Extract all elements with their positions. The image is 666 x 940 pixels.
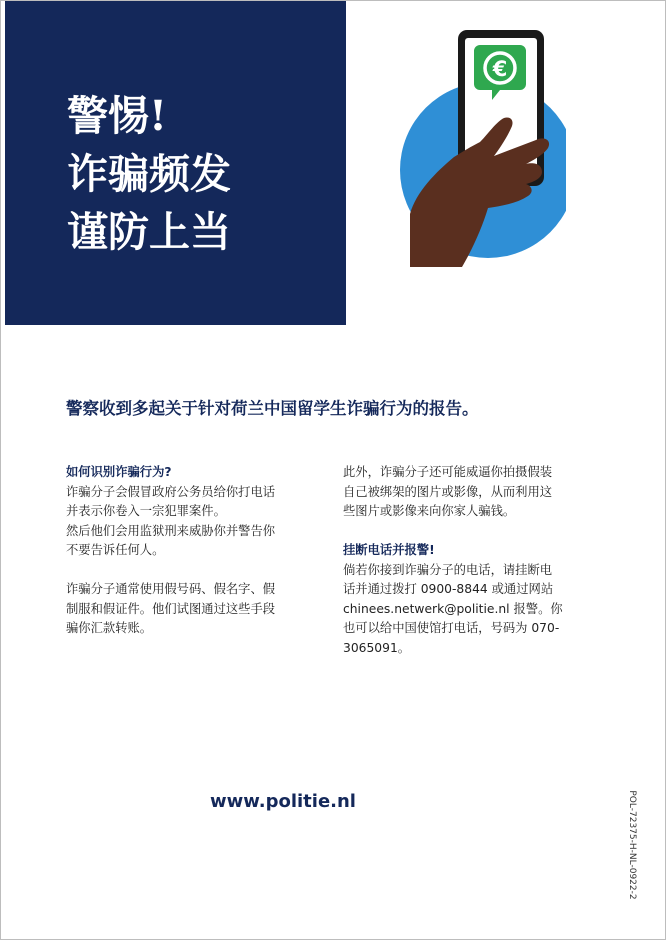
text-line: 话并通过拨打 0900-8844 或通过网站 [343,582,554,596]
text-line: 制服和假证件。他们试图通过这些手段 [66,601,276,616]
text-line: 3065091。 [343,640,411,655]
text-line: 骗你汇款转账。 [66,621,153,635]
left-paragraph-2 [66,580,328,639]
right-paragraph-2 [343,561,600,659]
right-paragraph-1 [343,463,600,522]
left-paragraph-1 [66,483,328,561]
text-line: 也可以给中国使馆打电话，号码为 070- [343,621,560,635]
hero-line-3: 谨防上当 [67,208,231,256]
right-column [343,463,600,658]
text-line: 此外，诈骗分子还可能威逼你拍摄假装 [343,465,553,479]
text-line: 诈骗分子会假冒政府公务员给你打电话 [66,484,276,499]
text-line: 自己被绑架的图片或影像，从而利用这 [343,484,553,499]
right-heading: 挂断电话并报警! [343,543,435,557]
text-line: chinees.netwerk@politie.nl 报警。你 [343,601,563,616]
text-line: 诈骗分子通常使用假号码、假名字、假 [66,582,276,596]
hero-line-1: 警惕! [67,92,167,140]
text-line: 并表示你卷入一宗犯罪案件。 [66,504,226,518]
text-line: 些图片或影像来向你家人骗钱。 [343,504,516,518]
left-column [66,463,328,639]
text-line: 不要告诉任何人。 [66,543,165,557]
subtitle: 警察收到多起关于针对荷兰中国留学生诈骗行为的报告。 [66,399,479,418]
document-code [620,790,644,900]
left-heading: 如何识别诈骗行为? [66,465,172,479]
hero-line-2: 诈骗频发 [67,150,231,198]
phone-hand-illustration [396,22,566,272]
website-link[interactable]: www.politie.nl [210,791,356,812]
hero-heading [67,87,231,261]
document-code-text: POL-72375-H-NL-0922-2 [627,790,637,900]
hero-banner [5,1,346,325]
text-line: 倘若你接到诈骗分子的电话，请挂断电 [343,562,553,577]
svg-text:€: € [492,57,508,81]
text-line: 然后他们会用监狱刑来威胁你并警告你 [66,523,276,538]
